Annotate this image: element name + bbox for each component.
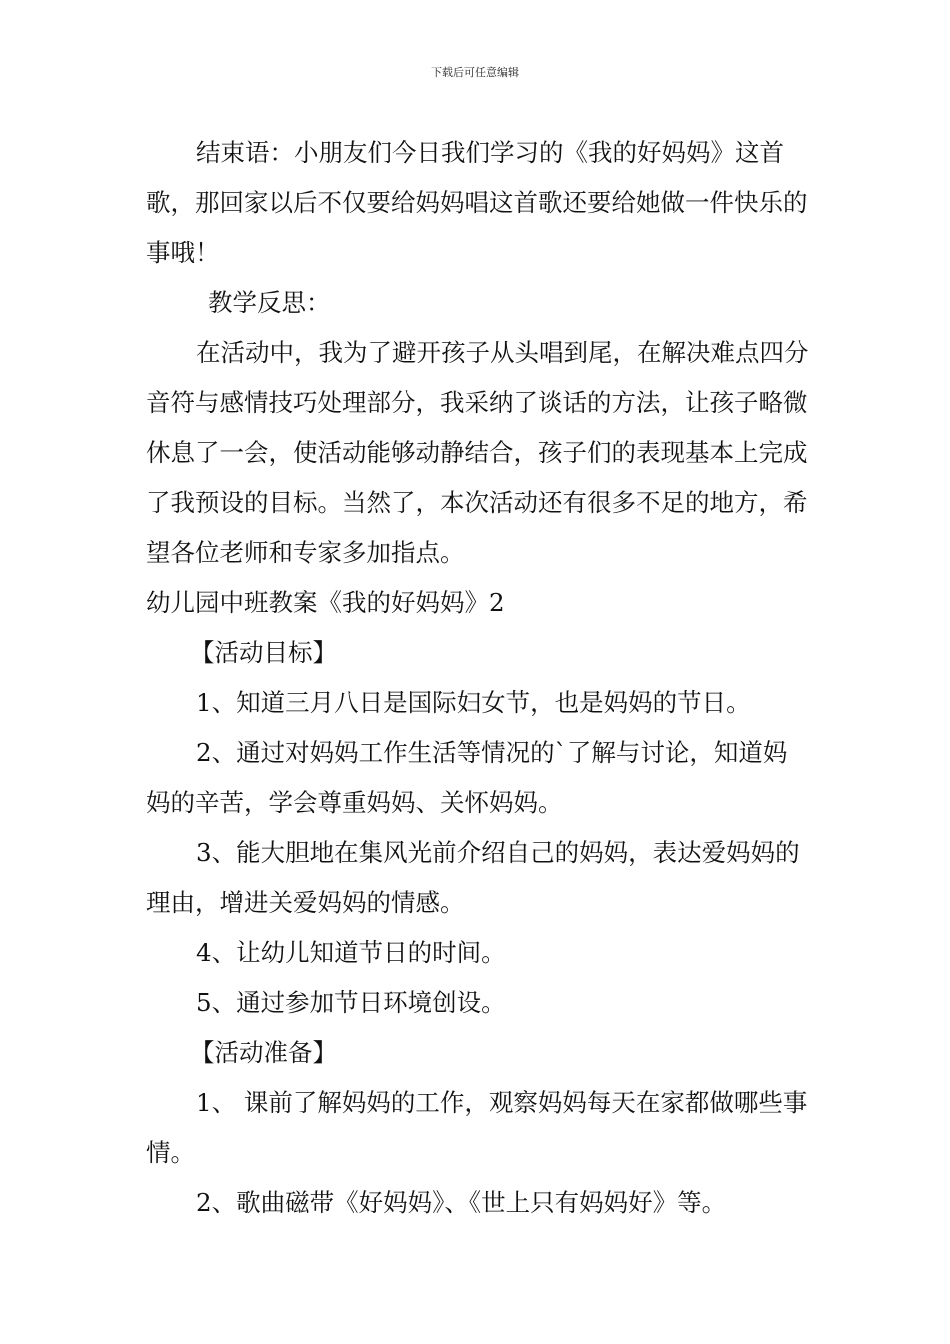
reflection-heading: 教学反思： [208, 288, 331, 317]
page-header-note: 下载后可任意编辑 [431, 66, 519, 79]
goal-item: 2、通过对妈妈工作生活等情况的`了解与讨论，知道妈妈的辛苦，学会尊重妈妈、关怀妈妈。 [146, 738, 788, 817]
closing-paragraph: 结束语：小朋友们今日我们学习的《我的好妈妈》这首歌，那回家以后不仅要给妈妈唱这首歌还要给她做一件快乐的事哦！ [146, 138, 808, 267]
lesson-title: 幼儿园中班教案《我的好妈妈》2 [146, 588, 505, 617]
document-body [146, 128, 810, 1228]
goal-item: 4、让幼儿知道节日的时间。 [196, 938, 506, 967]
goal-item: 3、能大胆地在集风光前介绍自己的妈妈，表达爱妈妈的理由，增进关爱妈妈的情感。 [146, 838, 800, 917]
goals-heading: 【活动目标】 [190, 638, 337, 667]
prep-heading: 【活动准备】 [190, 1038, 337, 1067]
goal-item: 1、知道三月八日是国际妇女节，也是妈妈的节日。 [196, 688, 751, 717]
reflection-paragraph: 在活动中，我为了避开孩子从头唱到尾，在解决难点四分音符与感情技巧处理部分，我采纳了谈话的方法，让孩子略微休息了一会，使活动能够动静结合，孩子们的表现基本上完成了我预设的目标。当然了，本次活动还有很多不足的地方，希望各位老师和专家多加指点。 [146, 338, 809, 567]
goal-item: 5、通过参加节日环境创设。 [196, 988, 506, 1017]
prep-item: 1、 课前了解妈妈的工作，观察妈妈每天在家都做哪些事情。 [146, 1088, 808, 1167]
prep-item: 2、歌曲磁带《好妈妈》、《世上只有妈妈好》等。 [196, 1188, 727, 1217]
